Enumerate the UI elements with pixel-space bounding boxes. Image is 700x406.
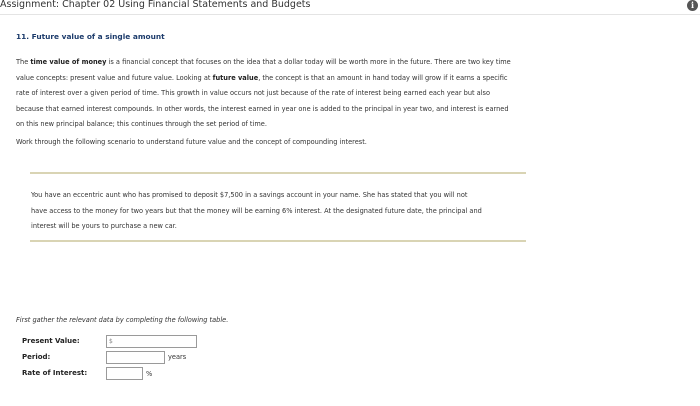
intro-line: value concepts: present value and future value. Looking at future value, the concept is that an amount in hand today will grow if it earns a specific: [16, 73, 508, 82]
present-value-label: Present Value:: [22, 337, 80, 345]
rate-input[interactable]: [106, 367, 143, 380]
bold-term: time value of money: [30, 58, 107, 66]
dollar-prefix: $: [109, 338, 113, 345]
assignment-header: [0, 0, 700, 15]
scenario-divider-bottom: [30, 240, 526, 242]
period-label: Period:: [22, 353, 51, 361]
bold-term: future value: [212, 73, 259, 82]
question-heading: 11. Future value of a single amount: [16, 32, 165, 41]
scenario-text: [31, 188, 551, 235]
intro-line: rate of interest over a given period of time. This growth in value occurs not just because of the rate of interest being earned each year but also: [16, 89, 491, 98]
intro-line: The time value of money is a financial concept that focuses on the idea that a dollar today will be worth more in the future. There are two key time: [16, 58, 511, 66]
gather-instruction: First gather the relevant data by completing the following table.: [16, 316, 229, 324]
percent-suffix: %: [146, 370, 153, 378]
scenario-line: You have an eccentric aunt who has promised to deposit $7,500 in a savings account in your name. She has stated that you will not: [31, 191, 468, 199]
intro-line: because that earned interest compounds. In other words, the interest earned in year one is added to the principal in year two, and interest is earned: [16, 104, 509, 113]
rate-label: Rate of Interest:: [22, 369, 88, 377]
scenario-line: interest will be yours to purchase a new car.: [31, 222, 177, 231]
info-icon[interactable]: i: [687, 0, 698, 11]
period-suffix: years: [168, 353, 187, 361]
period-input[interactable]: [106, 351, 165, 364]
intro-paragraph: [16, 55, 586, 133]
work-through-instruction: Work through the following scenario to understand future value and the concept of compounding interest.: [16, 138, 367, 146]
intro-line: on this new principal balance; this continues through the set period of time.: [16, 120, 267, 129]
scenario-divider-top: [30, 172, 526, 174]
assignment-title: Assignment: Chapter 02 Using Financial Statements and Budgets: [0, 0, 311, 10]
scenario-line: have access to the money for two years but that the money will be earning 6% interest. At the designated future date, the principal and: [31, 206, 482, 215]
present-value-input[interactable]: [106, 335, 197, 348]
